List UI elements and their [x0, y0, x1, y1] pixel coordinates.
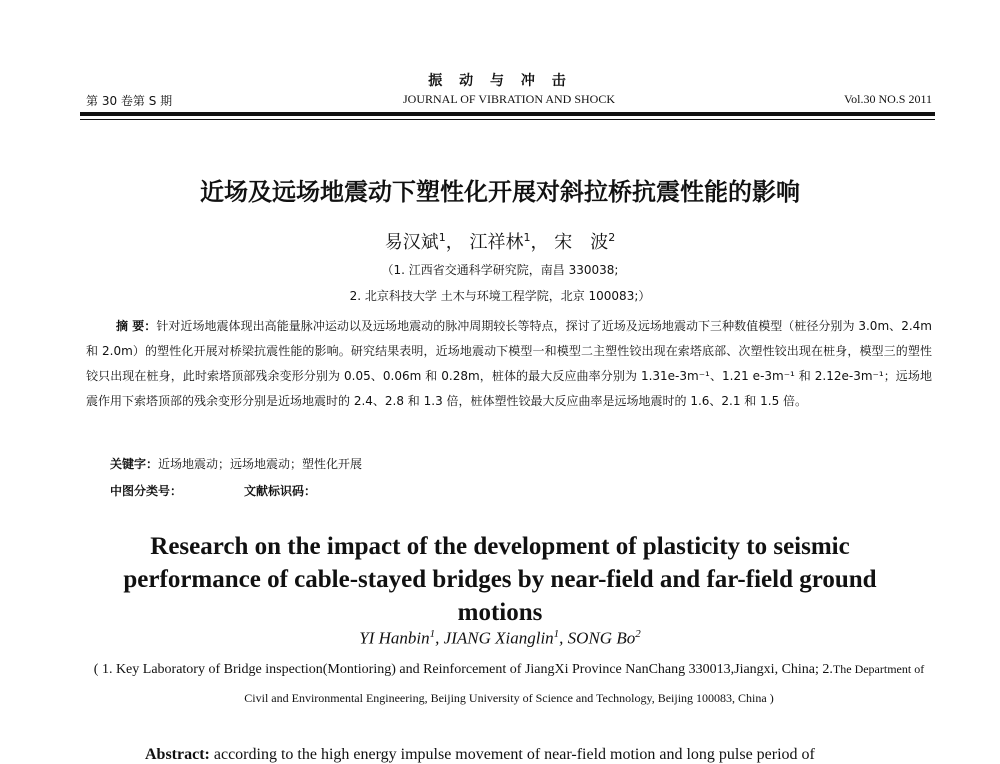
clc-label: 中图分类号： [110, 484, 183, 498]
abstract-en [145, 746, 815, 764]
author-sup: 1 [429, 628, 436, 640]
authors-en: YI Hanbin$^1$, JIANG Xianglin$^1$, SONG Bo$^2$ [359, 628, 641, 648]
volume-label: Vol.30 NO.S 2011 [843, 92, 932, 106]
keywords-text: 近场地震动；远场地震动；塑性化开展 [158, 457, 363, 471]
header-rule-thick [80, 112, 935, 116]
journal-title-cn: 振 动 与 冲 击 [428, 73, 572, 89]
running-header [86, 92, 932, 112]
authors-cn: 易汉斌$^1$， 江祥林$^1$， 宋 波$^2$ [384, 231, 616, 253]
issue-cn: 第 30 卷第 S 期 [86, 94, 173, 108]
author-sup: 1 [523, 231, 531, 244]
affiliation-en-part1: ( 1. Key Laboratory of Bridge inspection(Montioring) and Reinforcement of JiangXi Province NanChang 330013,Jiangxi, China; 2. [93, 662, 833, 677]
author-sup: 2 [635, 628, 641, 640]
abstract-en-label: Abstract: [145, 746, 210, 763]
author-sup: 1 [553, 628, 560, 640]
abstract-en-text: according to the high energy impulse movement of near-field motion and long pulse period of [209, 746, 815, 763]
doc-code-label: 文献标识码： [244, 484, 317, 498]
affiliation-en-part2: The Department of Civil and Environmental Engineering, Beijing University of Science and Technology, Beijing 100083, China ) [244, 662, 925, 705]
abstract-cn [86, 314, 932, 414]
header-rule-thin [80, 119, 935, 120]
classification [110, 482, 316, 499]
author-en: SONG Bo [567, 628, 636, 648]
abstract-cn-text: 针对近场地震体现出高能量脉冲运动以及远场地震动的脉冲周期较长等特点，探讨了近场及远场地震动下三种数值模型（桩径分别为 3.0m、2.4m 和 2.0m）的塑性化开展对桥梁抗震性能的影响。研究结果表明，近场地震动下模型一和模型二主塑性铰出现在索塔底部、次塑性铰出现在桩身，模型三的塑性铰只出现在桩身，此时索塔顶部残余变形分别为 0.05、0.06m 和 0.28m，桩体的最大反应曲率分别为 1.31e-3m⁻¹、1.21 e-3m⁻¹ 和 2.12e-3m⁻¹；远场地震作用下索塔顶部的残余变形分别是近场地震时的 2.4、2.8 和 1.3 倍，桩体塑性铰最大反应曲率是远场地震时的 1.6、2.1 和 1.5 倍。 [86, 319, 932, 408]
paper-title-en: Research on the impact of the development of plasticity to seismic performance of cable-stayed bridges by near-field and far-field ground motions [123, 533, 877, 626]
affiliation-cn-1: （1. 江西省交通科学研究院，南昌 330038; [381, 263, 619, 277]
affiliation-cn-2: 2. 北京科技大学 土木与环境工程学院，北京 100083;） [349, 289, 651, 303]
affiliation-en [86, 655, 932, 713]
author-sup: 1 [438, 231, 446, 244]
abstract-cn-label: 摘 要： [116, 319, 157, 333]
keywords [110, 455, 362, 472]
keywords-label: 关键字： [110, 457, 159, 471]
author-cn: 江祥林 [469, 232, 524, 253]
author-sup: 2 [608, 231, 616, 244]
paper-title-cn: 近场及远场地震动下塑性化开展对斜拉桥抗震性能的影响 [200, 178, 800, 206]
author-en: JIANG Xianglin [443, 628, 554, 648]
author-cn: 宋 波 [554, 232, 609, 253]
author-cn: 易汉斌 [384, 232, 439, 253]
journal-title-en: JOURNAL OF VIBRATION AND SHOCK [402, 92, 616, 106]
author-en: YI Hanbin [359, 628, 430, 648]
